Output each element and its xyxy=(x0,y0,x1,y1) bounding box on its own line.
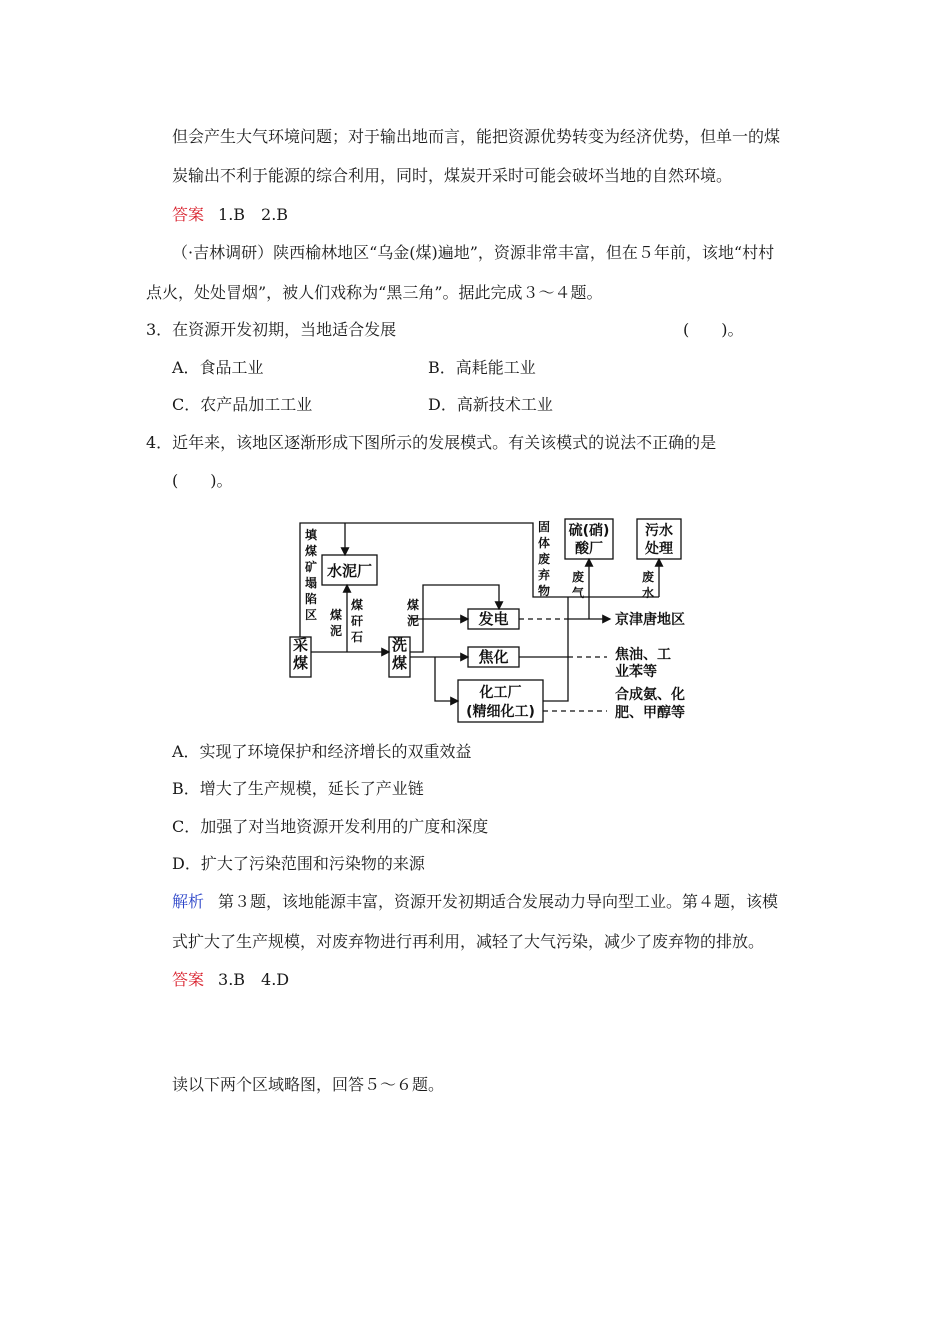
label-waste-water: 废 水 xyxy=(642,570,655,600)
answer-label: 答案 xyxy=(172,205,205,224)
label-power: 发电 xyxy=(478,610,509,628)
label-washing: 洗煤 xyxy=(391,636,408,672)
label-ammonia-2: 肥、甲醇等 xyxy=(615,705,685,721)
option-c: C．加强了对当地资源开发利用的广度和深度 xyxy=(172,817,489,836)
label-fill-collapse: 填 煤 矿 塌 陷 区 xyxy=(305,528,318,622)
label-coking: 焦化 xyxy=(478,648,509,666)
label-sewage-2: 处理 xyxy=(645,541,673,557)
label-solid-waste: 固 体 废 弃 物 xyxy=(538,520,551,598)
question-4-blank: ( )。 xyxy=(172,471,233,490)
paragraph-line: 但会产生大气环境问题；对于输出地而言，能把资源优势转变为经济优势，但单一的煤 xyxy=(172,127,781,146)
label-slime-right: 煤 泥 xyxy=(407,598,420,628)
label-acid-1: 硫(硝) xyxy=(568,523,610,539)
option-d: D．扩大了污染范围和污染物的来源 xyxy=(172,854,425,873)
answer-line xyxy=(172,205,288,225)
analysis-line xyxy=(172,892,778,912)
label-jjt: 京津唐地区 xyxy=(615,612,685,628)
option-b: B．高耗能工业 xyxy=(428,358,536,377)
analysis-line: 式扩大了生产规模，对废弃物进行再利用，减轻了大气污染，减少了废弃物的排放。 xyxy=(172,932,765,951)
label-tar-1: 焦油、工 xyxy=(615,647,671,663)
label-acid-2: 酸厂 xyxy=(575,541,603,557)
option-b: B．增大了生产规模，延长了产业链 xyxy=(172,779,424,798)
answer-line xyxy=(172,970,289,990)
industry-flow-diagram xyxy=(285,515,710,725)
question-3-blank: ( )。 xyxy=(683,320,744,339)
answer-text: 1.B 2.B xyxy=(218,205,289,224)
paragraph-line: 炭输出不利于能源的综合利用，同时，煤炭开采时可能会破坏当地的自然环境。 xyxy=(172,166,733,185)
label-slime-left: 煤 泥 xyxy=(330,608,343,638)
answer-label: 答案 xyxy=(172,970,205,989)
label-waste-gas: 废 气 xyxy=(572,570,585,600)
label-mining: 采煤 xyxy=(292,636,309,672)
option-d: D．高新技术工业 xyxy=(428,395,553,414)
option-a: A．食品工业 xyxy=(172,358,264,377)
question-4-stem: 4．近年来，该地区逐渐形成下图所示的发展模式。有关该模式的说法不正确的是 xyxy=(146,433,717,452)
intro-line: 点火，处处冒烟”，被人们戏称为“黑三角”。据此完成３～４题。 xyxy=(146,283,603,302)
intro-line: （·吉林调研）陕西榆林地区“乌金(煤)遍地”，资源非常丰富，但在５年前，该地“村村 xyxy=(172,243,775,262)
analysis-label: 解析 xyxy=(172,892,205,911)
option-c: C．农产品加工工业 xyxy=(172,395,313,414)
analysis-text: 第３题，该地能源丰富，资源开发初期适合发展动力导向型工业。第４题，该模 xyxy=(218,892,779,911)
label-chem-1: 化工厂 xyxy=(479,685,522,701)
label-tar-2: 业苯等 xyxy=(615,664,657,680)
label-ammonia-1: 合成氨、化 xyxy=(615,687,685,703)
label-gangue: 煤 矸 石 xyxy=(351,598,364,644)
question-3-stem: 3．在资源开发初期，当地适合发展 xyxy=(146,320,397,339)
next-section-line: 读以下两个区域略图，回答５～６题。 xyxy=(172,1075,445,1094)
option-a: A．实现了环境保护和经济增长的双重效益 xyxy=(172,742,472,761)
answer-text: 3.B 4.D xyxy=(218,970,290,989)
label-cement: 水泥厂 xyxy=(326,562,373,580)
label-sewage-1: 污水 xyxy=(645,523,673,539)
label-chem-2: (精细化工) xyxy=(466,704,535,720)
